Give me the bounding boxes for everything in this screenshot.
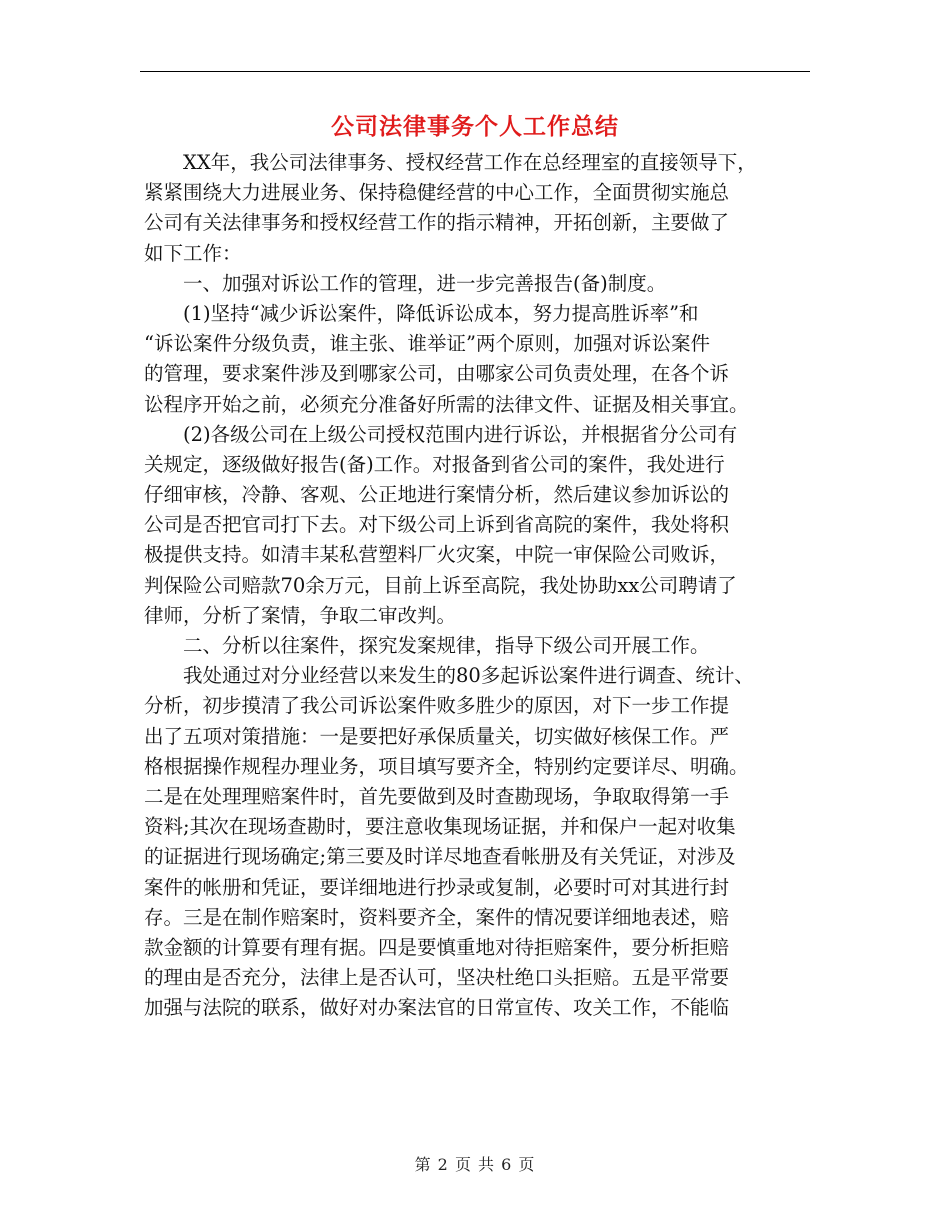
text-line: (1)坚持“减少诉讼案件，降低诉讼成本，努力提高胜诉率”和	[144, 301, 699, 325]
text-line: 的理由是否充分，法律上是否认可，坚决杜绝口头拒赔。五是平常要	[144, 966, 730, 990]
text-line: 存。三是在制作赔案时，资料要齐全，案件的情况要详细地表述，赔	[144, 905, 730, 929]
text-line: 我处通过对分业经营以来发生的80多起诉讼案件进行调查、统计、	[144, 664, 754, 688]
text-line: 关规定，逐级做好报告(备)工作。对报备到省公司的案件，我处进行	[144, 452, 725, 476]
text-line: “诉讼案件分级负责，谁主张、谁举证”两个原则，加强对诉讼案件	[144, 332, 710, 356]
text-line: 判保险公司赔款70余万元，目前上诉至高院，我处协助xx公司聘请了	[144, 573, 737, 597]
text-line: 律师，分析了案情，争取二审改判。	[144, 603, 457, 627]
text-line: 的管理，要求案件涉及到哪家公司，由哪家公司负责处理，在各个诉	[144, 362, 730, 386]
text-line: (2)各级公司在上级公司授权范围内进行诉讼，并根据省分公司有	[144, 422, 738, 446]
text-line: 加强与法院的联系，做好对办案法官的日常宣传、攻关工作，不能临	[144, 996, 730, 1020]
text-line: 公司是否把官司打下去。对下级公司上诉到省高院的案件，我处将积	[144, 513, 730, 537]
text-line: 极提供支持。如清丰某私营塑料厂火灾案，中院一审保险公司败诉，	[144, 543, 730, 567]
text-line: 格根据操作规程办理业务，项目填写要齐全，特别约定要详尽、明确。	[144, 754, 749, 778]
document-body	[144, 148, 814, 1023]
text-line: 讼程序开始之前，必须充分准备好所需的法律文件、证据及相关事宜。	[144, 392, 749, 416]
header-rule	[140, 71, 810, 72]
text-line: XX年，我公司法律事务、授权经营工作在总经理室的直接领导下，	[144, 151, 757, 174]
text-line: 如下工作：	[144, 241, 242, 265]
text-line: 出了五项对策措施：一是要把好承保质量关，切实做好核保工作。严	[144, 724, 730, 748]
text-line: 仔细审核，冷静、客观、公正地进行案情分析，然后建议参加诉讼的	[144, 483, 730, 507]
text-line: 的证据进行现场确定;第三要及时详尽地查看帐册及有关凭证，对涉及	[144, 845, 736, 869]
text-line: 分析，初步摸清了我公司诉讼案件败多胜少的原因，对下一步工作提	[144, 694, 730, 718]
page-footer: 第 2 页 共 6 页	[414, 1155, 536, 1174]
text-line: 紧紧围绕大力进展业务、保持稳健经营的中心工作，全面贯彻实施总	[144, 181, 730, 205]
document-title: 公司法律事务个人工作总结	[331, 113, 619, 140]
text-line: 款金额的计算要有理有据。四是要慎重地对待拒赔案件，要分析拒赔	[144, 935, 730, 959]
text-line: 公司有关法律事务和授权经营工作的指示精神，开拓创新，主要做了	[144, 211, 730, 235]
text-line: 案件的帐册和凭证，要详细地进行抄录或复制，必要时可对其进行封	[144, 875, 730, 899]
text-line: 二是在处理理赔案件时，首先要做到及时查勘现场，争取取得第一手	[144, 784, 730, 808]
text-line: 资料;其次在现场查勘时，要注意收集现场证据，并和保户一起对收集	[144, 815, 736, 839]
text-line: 一、加强对诉讼工作的管理，进一步完善报告(备)制度。	[144, 271, 667, 295]
text-line: 二、分析以往案件，探究发案规律，指导下级公司开展工作。	[144, 634, 710, 657]
